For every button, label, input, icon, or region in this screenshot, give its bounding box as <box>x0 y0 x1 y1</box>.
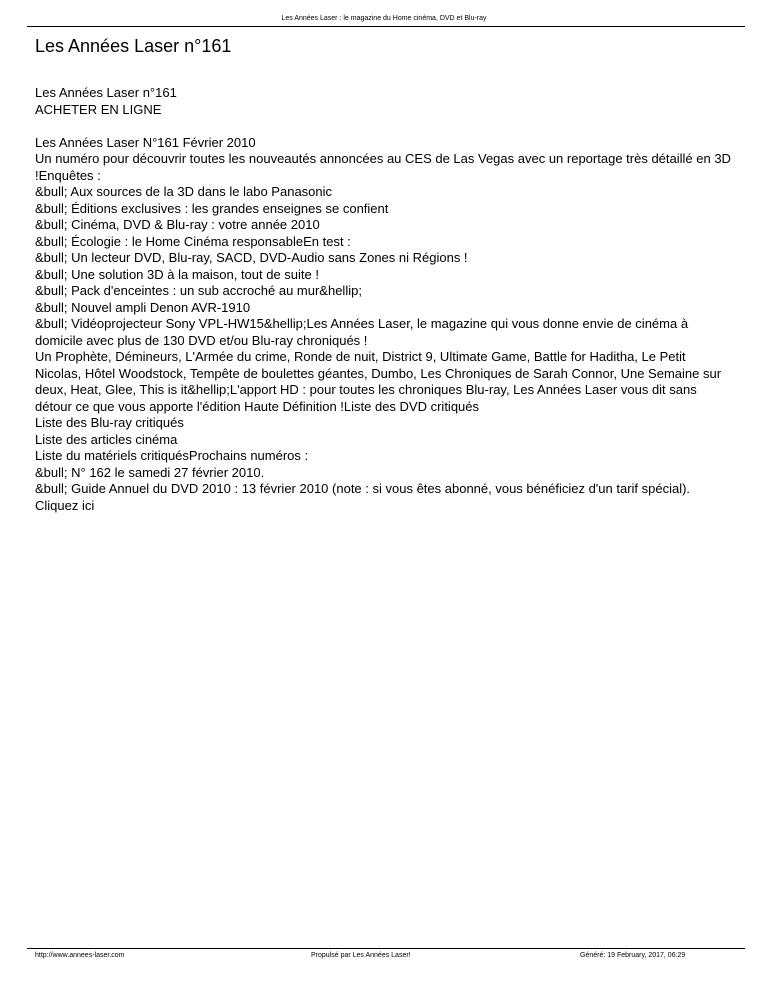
footer-url-link[interactable]: http://www.annees-laser.com <box>35 952 125 959</box>
page-header: Les Années Laser : le magazine du Home cinéma, DVD et Blu-ray <box>281 15 487 22</box>
list-item: &bull; Nouvel ampli Denon AVR-1910 <box>35 299 251 315</box>
list-item: &bull; Guide Annuel du DVD 2010 : 13 février 2010 (note : si vous êtes abonné, vous bénéficiez d'un tarif spécial). Cliquez ici <box>35 481 691 513</box>
footer-divider <box>27 948 745 949</box>
article-body <box>35 85 735 514</box>
spacer <box>35 118 735 135</box>
issue-intro: Un numéro pour découvrir toutes les nouveautés annoncées au CES de Las Vegas avec un reportage très détaillé en 3D !Enquêtes : <box>35 151 731 183</box>
issue-date: Les Années Laser N°161 Février 2010 <box>35 134 256 150</box>
list-item: &bull; Une solution 3D à la maison, tout de suite ! <box>35 266 319 282</box>
article-title: Les Années Laser n°161 <box>35 36 232 56</box>
equipment-list-link[interactable]: Liste du matériels critiquésProchains numéros : <box>35 448 309 463</box>
reviewed-titles: Un Prophète, Démineurs, L'Armée du crime, Ronde de nuit, District 9, Ultimate Game, Battle for Haditha, Le Petit Nicolas, Hôtel Woodstock, Tempête de boulettes géantes, Dumbo, Les Chroniques de Sarah Connor, Une Semaine sur deux, Heat, Glee, This is it&hellip;L'apport HD : pour toutes les chroniques Blu-ray, Les Années Laser vous dit sans détour ce que vous apporte l'édition Haute Définition !Liste des DVD critiqués <box>35 349 722 414</box>
footer-powered-by: Propulsé par Les Années Laser! <box>311 952 411 959</box>
list-item: &bull; Aux sources de la 3D dans le labo Panasonic <box>35 184 333 199</box>
list-item: &bull; Écologie : le Home Cinéma responsableEn test : <box>35 233 351 249</box>
bluray-list-link[interactable]: Liste des Blu-ray critiqués <box>35 415 184 430</box>
issue-name: Les Années Laser n°161 <box>35 85 177 100</box>
cinema-articles-link[interactable]: Liste des articles cinéma <box>35 431 178 447</box>
footer-generated-date: Généré: 19 February, 2017, 06:29 <box>580 952 686 959</box>
list-item: &bull; Éditions exclusives : les grandes enseignes se confient <box>35 200 389 216</box>
list-item: &bull; Vidéoprojecteur Sony VPL-HW15&hellip;Les Années Laser, le magazine qui vous donne envie de cinéma à domicile avec plus de 130 DVD et/ou Blu-ray chroniqués ! <box>35 316 689 348</box>
list-item: &bull; N° 162 le samedi 27 février 2010. <box>35 464 265 480</box>
list-item: &bull; Un lecteur DVD, Blu-ray, SACD, DVD-Audio sans Zones ni Régions ! <box>35 250 468 265</box>
list-item: &bull; Cinéma, DVD & Blu-ray : votre année 2010 <box>35 217 320 232</box>
buy-online-link[interactable]: ACHETER EN LIGNE <box>35 101 162 117</box>
list-item: &bull; Pack d'enceintes : un sub accroché au mur&hellip; <box>35 283 362 298</box>
header-divider <box>27 26 745 27</box>
